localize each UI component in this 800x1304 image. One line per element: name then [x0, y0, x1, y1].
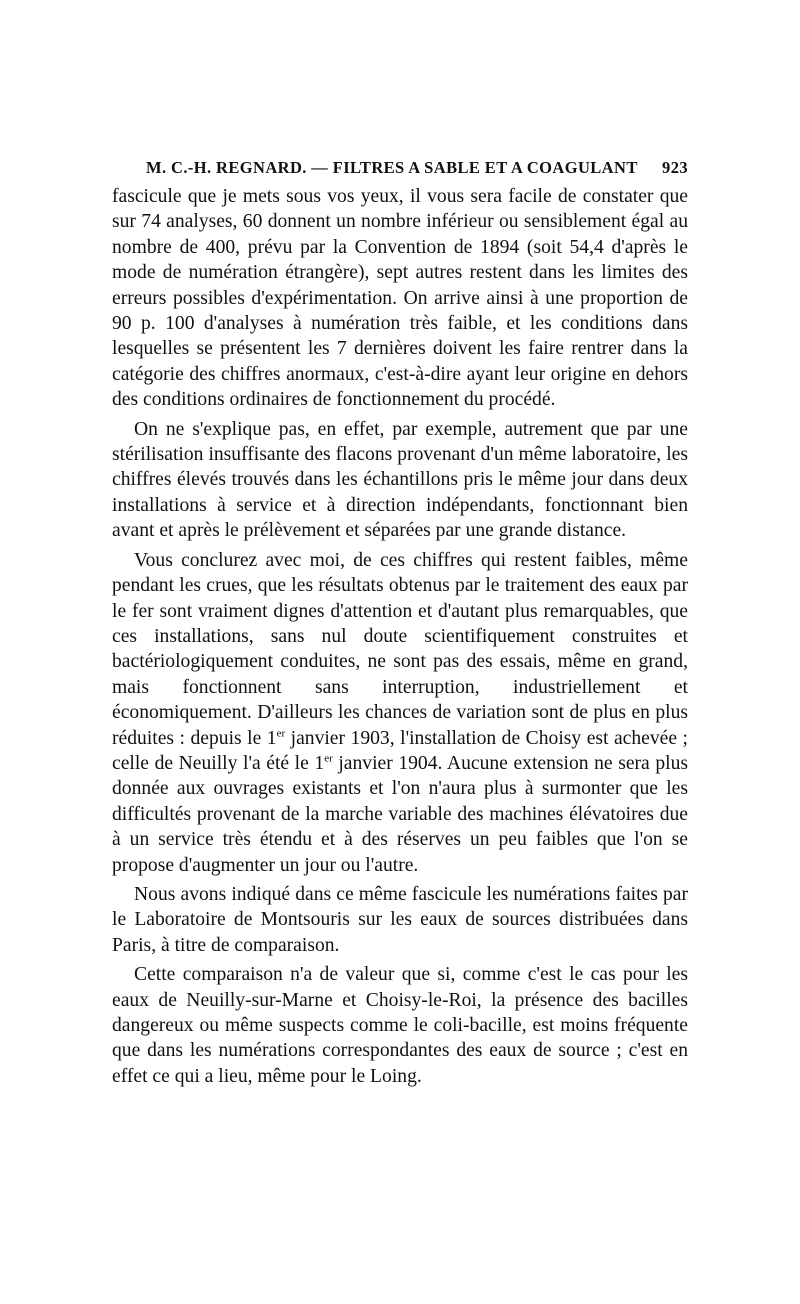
paragraph-1: fascicule que je mets sous vos yeux, il vous sera facile de constater que sur 74 analyses, 60 donnent un nombre inférieur ou sensiblement égal au nombre de 400, prévu par la Convention de 1894 (soit 54,4 d'après le mode de numération étrangère), sept autres restent dans les limites des erreurs possibles d'expérimentation. On arrive ainsi à une proportion de 90 p. 100 d'analyses à numération très faible, et les conditions dans lesquelles se présentent les 7 dernières doivent les faire rentrer dans la catégorie des chiffres anormaux, c'est-à-dire ayant leur origine en dehors des conditions ordinaires de fonctionnement du procédé.: [112, 186, 688, 411]
paragraph-2: On ne s'explique pas, en effet, par exemple, autrement que par une stérilisation insuffisante des flacons provenant d'un même laboratoire, les chiffres élevés trouvés dans les échantillons pris le même jour dans deux installations à service et à direction indépendants, fonctionnant bien avant et après le prélèvement et séparées par une grande distance.: [112, 418, 688, 542]
ordinal-superscript: er: [324, 752, 333, 765]
running-title: M. C.-H. REGNARD. — FILTRES A SABLE ET A COAGULANT: [146, 158, 638, 177]
paragraph-3-part-3: janvier 1904. Aucune extension ne sera plus donnée aux ouvrages existants et l'on n'aura plus à surmonter que les difficultés provenant de la marche variable des machines élévatoires due à un service très étendu et à des réserves un peu faibles que l'on se propose d'augmenter un jour ou l'autre.: [112, 752, 688, 876]
body-text: [112, 184, 688, 1089]
paragraph-3: [112, 548, 688, 878]
ordinal-superscript: er: [276, 727, 286, 739]
page-number: 923: [662, 158, 688, 177]
book-page: [112, 158, 688, 1089]
paragraph-3-part-2: janvier 1903, l'installation de Choisy est achevée ; celle de Neuilly l'a été le 1: [112, 727, 688, 774]
paragraph-3-part-1: Vous conclurez avec moi, de ces chiffres qui restent faibles, même pendant les crues, que les résultats obtenus par le traitement des eaux par le fer sont vraiment dignes d'attention et d'autant plus remarquables, que ces installations, sans nul doute scientifiquement construites et bactériologiquement conduites, ne sont pas des essais, même en grand, mais fonctionnent sans interruption, industriellement et économiquement. D'ailleurs les chances de variation sont de plus en plus réduites : depuis le 1: [112, 549, 688, 749]
paragraph-5: Cette comparaison n'a de valeur que si, comme c'est le cas pour les eaux de Neuilly-sur-Marne et Choisy-le-Roi, la présence des bacilles dangereux ou même suspects comme le coli-bacille, est moins fréquente que dans les numérations correspondantes des eaux de source ; c'est en effet ce qui a lieu, même pour le Loing.: [112, 964, 688, 1087]
running-header: [112, 158, 688, 178]
paragraph-4: Nous avons indiqué dans ce même fascicule les numérations faites par le Laboratoire de Montsouris sur les eaux de sources distribuées dans Paris, à titre de comparaison.: [112, 883, 688, 956]
